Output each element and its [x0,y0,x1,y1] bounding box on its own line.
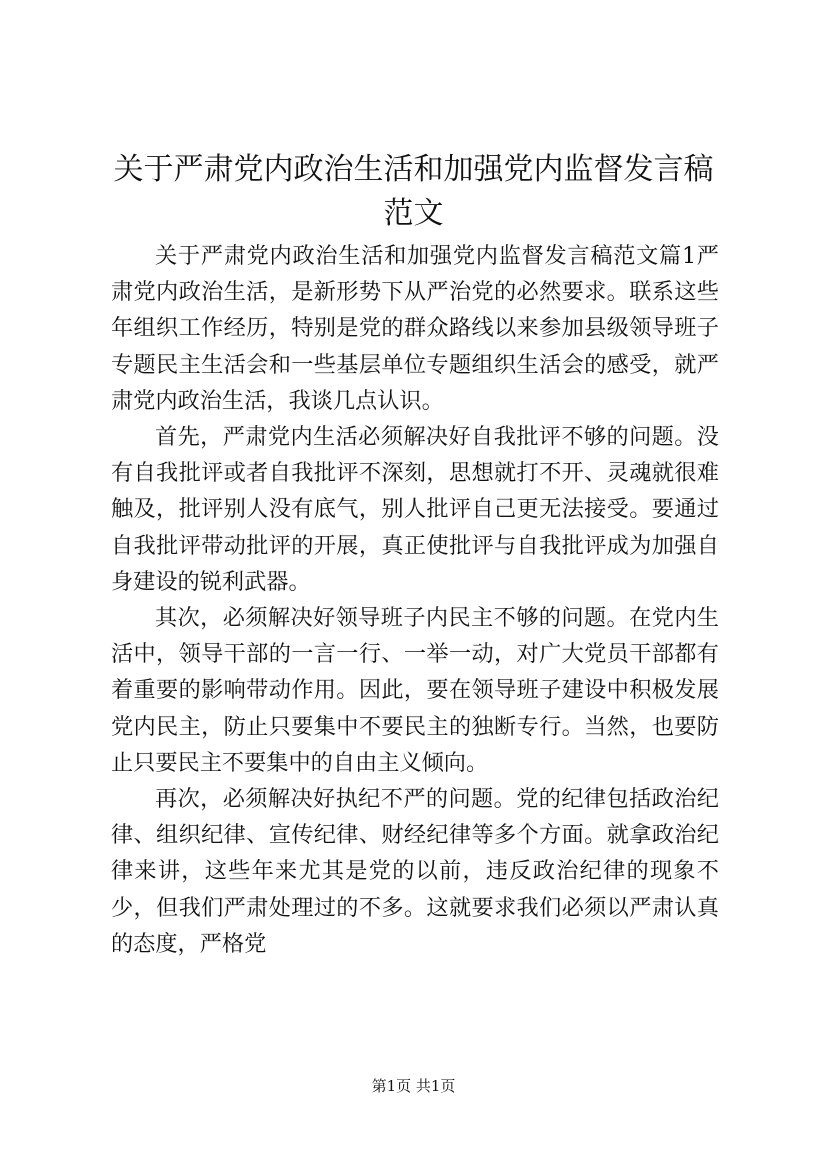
page-footer: 第1页 共1页 [371,1077,456,1095]
title-line-1: 关于严肃党内政治生活和加强党内监督发言稿 [113,152,714,187]
paragraph-2: 首先，严肃党内生活必须解决好自我批评不够的问题。没有自我批评或者自我批评不深刻，思想就打不开、灵魂就很难触及，批评别人没有底气，别人批评自己更无法接受。要通过自我批评带动批评的开展，真正使批评与自我批评成为加强自身建设的锐利武器。 [111,424,719,595]
title-line-2: 范文 [383,196,444,231]
document-body [111,238,719,962]
paragraph-4: 再次，必须解决好执纪不严的问题。党的纪律包括政治纪律、组织纪律、宣传纪律、财经纪律等多个方面。就拿政治纪律来讲，这些年来尤其是党的以前，违反政治纪律的现象不少，但我们严肃处理过的不多。这就要求我们必须以严肃认真的态度，严格党 [111,786,719,957]
paragraph-3: 其次，必须解决好领导班子内民主不够的问题。在党内生活中，领导干部的一言一行、一举一动，对广大党员干部都有着重要的影响带动作用。因此，要在领导班子建设中积极发展党内民主，防止只要集中不要民主的独断专行。当然，也要防止只要民主不要集中的自由主义倾向。 [111,605,719,776]
document-title [105,148,722,236]
paragraph-1: 关于严肃党内政治生活和加强党内监督发言稿范文篇1严肃党内政治生活，是新形势下从严治党的必然要求。联系这些年组织工作经历，特别是党的群众路线以来参加县级领导班子专题民主生活会和一些基层单位专题组织生活会的感受，就严肃党内政治生活，我谈几点认识。 [111,243,719,414]
